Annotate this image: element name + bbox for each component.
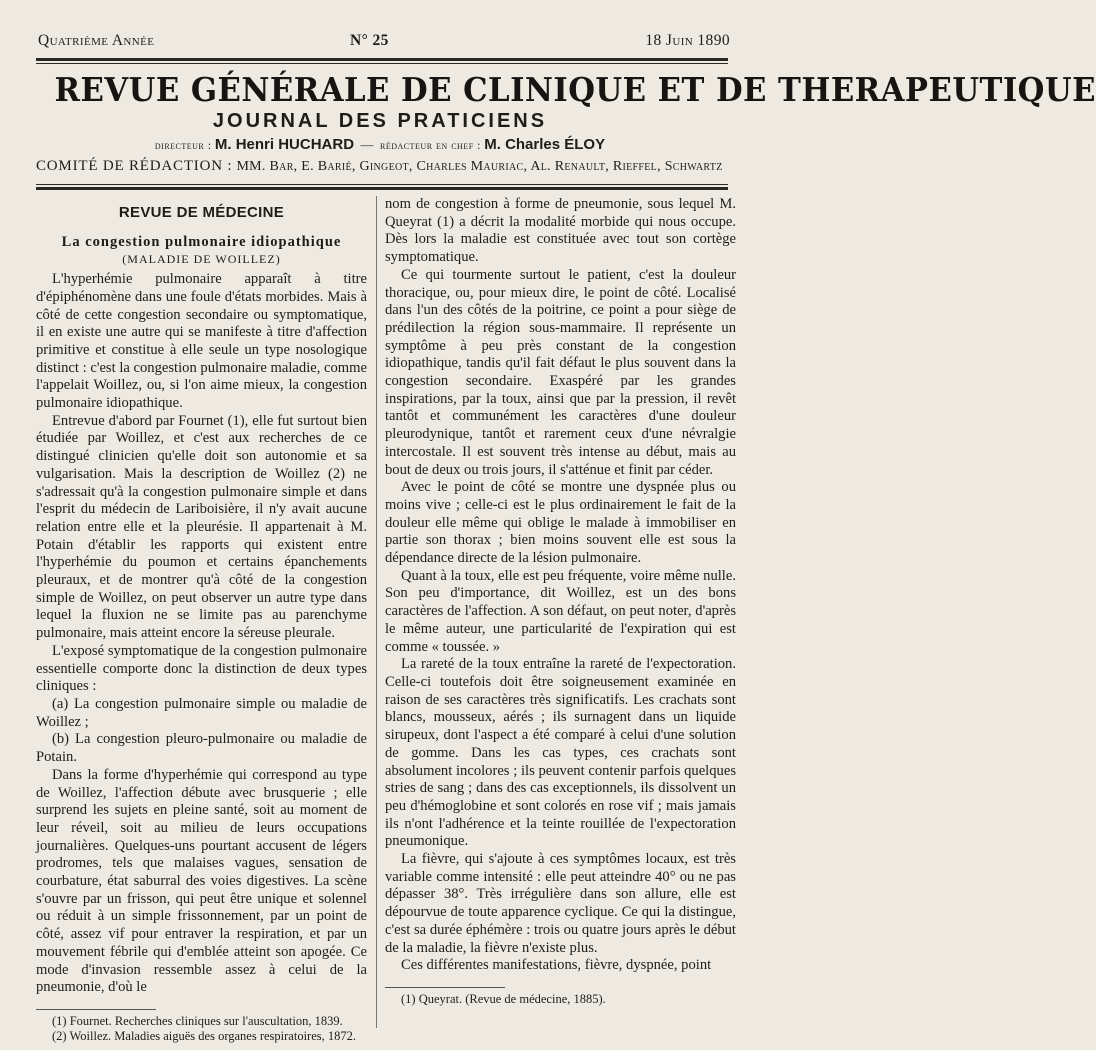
section-title: REVUE DE MÉDECINE <box>118 204 285 221</box>
paragraph: L'exposé symptomatique de la congestion pulmonaire essentielle comporte donc la distinction de deux types cliniques : <box>36 642 367 695</box>
redacteur-name: M. Charles ÉLOY <box>484 136 606 153</box>
paragraph: La fièvre, qui s'ajoute à ces symptômes locaux, est très variable comme intensité : elle peut atteindre 40° ou ne pas dépasser 38°. Très irrégulière dans son allure, elle est dépourvue de toute apparence cyclique. Ce qui la distingue, c'est sa durée éphémère : trois ou quatre jours après le début de la maladie, la fièvre n'existe plus. <box>385 851 736 956</box>
editorial-committee <box>36 158 736 175</box>
paragraph: nom de congestion à forme de pneumonie, sous lequel M. Queyrat (1) a décrit la modalité morbide qui nous occupe. Dès lors la maladie est constituée avec tout son cortège symptomatique. <box>385 196 736 266</box>
paragraph: L'hyperhémie pulmonaire apparaît à titre d'épiphénomène dans une foule d'états morbides. Mais à côté de cette congestion secondaire ou symptomatique, il en existe une autre qui se manifeste à titre d'affection primitive et constitue à elle seule un type nosologique distinct : c'est la congestion pulmonaire maladie, comme l'appelait Woillez, ou, si l'on aime mieux, la congestion pulmonaire idiopathique. <box>36 271 367 412</box>
paragraph: La rareté de la toux entraîne la rareté de l'expectoration. Celle-ci toutefois doit être soigneusement examinée en raison de ses caractères très significatifs. Les crachats sont blancs, mousseux, aérés ; ils surnagent dans un liquide sirupeux, dont l'aspect a été comparé à celui d'une solution de gomme. Dans les cas types, ces crachats sont absolument incolores ; ils peuvent contenir parfois quelques stries de sang ; dans des cas exceptionnels, ils dissolvent un peu d'hémoglobine et sont colorés en rose vif ; mais jamais ils n'ont l'adhérence et la teinte rouillée de l'expectoration pneumonique. <box>385 656 736 850</box>
footnote: (1) Fournet. Recherches cliniques sur l'auscultation, 1839. <box>52 1013 343 1028</box>
paragraph: Entrevue d'abord par Fournet (1), elle fut surtout bien étudiée par Woillez, et c'est aux recherches de ce distingué clinicien qu'elle doit son autonomie et sa vulgarisation. Mais la description de Woillez (2) ne s'adressait qu'à la congestion pulmonaire simple et dans l'esprit du médecin de Lariboisière, il n'y avait aucune relation entre elle et la pleurésie. Il appartenait à M. Potain d'établir les rapports qui existent entre l'hyperhémie du poumon et certains épanchements pleuraux, et de montrer qu'à côté de la congestion simple de Woillez, on peut observer un autre type dans lequel la fluxion ne se limite pas au parenchyme pulmonaire, mais atteint encore la séreuse pleurale. <box>36 412 367 642</box>
article-title: La congestion pulmonaire idiopathique <box>61 233 342 250</box>
issue-number: N° 25 <box>350 32 389 49</box>
paragraph: Avec le point de côté se montre une dyspnée plus ou moins vive ; celle-ci est le plus ordinairement le fait de la douleur elle même qui oblige le malade à immobiliser en partie son thorax ; bien moins souvent elle est sous la dépendance directe de la lésion pulmonaire. <box>385 479 736 567</box>
issue-date: 18 Juin 1890 <box>645 32 730 49</box>
redacteur-label: rédacteur en chef : <box>380 138 481 152</box>
paragraph: Quant à la toux, elle est peu fréquente, voire même nulle. Son peu d'importance, dit Woillez, est un des bons caractères de l'affection. A son défaut, on peut noter, d'après le même auteur, une particularité de l'expiration qui est comme « toussée. » <box>385 567 736 655</box>
footnote: (2) Woillez. Maladies aiguës des organes respiratoires, 1872. <box>52 1028 357 1043</box>
directeur-label: directeur : <box>154 138 212 152</box>
comite-label: COMITÉ DE RÉDACTION : <box>36 158 233 174</box>
comite-members: MM. Bar, E. Barié, Gingeot, Charles Mauriac, Al. Renault, Rieffel, Schwartz <box>236 159 723 174</box>
footnote: (1) Queyrat. (Revue de médecine, 1885). <box>401 991 606 1006</box>
paragraph: (b) La congestion pleuro-pulmonaire ou maladie de Potain. <box>36 731 367 766</box>
top-rule-thin <box>36 63 728 64</box>
paragraph: (a) La congestion pulmonaire simple ou maladie de Woillez ; <box>36 695 367 730</box>
right-column <box>385 196 736 1007</box>
masthead-bottom-rule-thin <box>36 184 728 185</box>
issue-line <box>38 32 730 54</box>
article-subtitle: (MALADIE DE WOILLEZ) <box>122 252 281 267</box>
footnote-rule <box>385 987 505 988</box>
footnote-rule <box>36 1009 156 1010</box>
journal-subtitle: JOURNAL DES PRATICIENS <box>212 110 548 132</box>
left-column <box>36 196 367 1044</box>
paragraph: Ce qui tourmente surtout le patient, c'est la douleur thoracique, ou, pour mieux dire, le point de côté. Localisé dans l'un des côtés de la poitrine, ce point a pour siège de prédilection la région sous-mammaire. Il représente un symptôme à peu près constant de la congestion idiopathique, tandis qu'il fait défaut le plus souvent dans la congestion secondaire. Exaspéré par les grandes inspirations, par la toux, ainsi que par la pression, il revêt tantôt et communément les caractères d'une douleur pleurodynique, tantôt et rarement ceux d'une névralgie intercostale. Il est souvent très intense au début, mais au bout de deux ou trois jours, il s'atténue et finit par céder. <box>385 266 736 478</box>
issue-year: Quatrième Année <box>38 32 155 49</box>
separator: — <box>360 137 374 152</box>
masthead-bottom-rule <box>36 187 728 190</box>
directeur-name: M. Henri HUCHARD <box>214 136 355 153</box>
journal-title: REVUE GÉNÉRALE DE CLINIQUE ET DE THERAPEUTIQUE <box>54 70 1096 109</box>
top-rule <box>36 58 728 61</box>
column-divider <box>376 196 377 1028</box>
editorial-direction <box>30 136 730 153</box>
paragraph: Ces différentes manifestations, fièvre, dyspnée, point <box>401 957 712 974</box>
paragraph: Dans la forme d'hyperhémie qui correspond au type de Woillez, l'affection débute avec brusquerie ; elle surprend les sujets en pleine santé, soit au moment de leur réveil, soit au milieu de leurs occupations journalières. Quelques-uns pourtant accusent de légers prodromes, tels que malaises vagues, sensation de courbature, état saburral des voies digestives. La scène s'ouvre par un frisson, qui peut être unique et solennel ou réduit à un simple frissonnement, par un point de côté, assez vif pour entraver la respiration, et par un mouvement fébrile qui d'emblée atteint son apogée. Ce mode d'invasion ressemble assez à celui de la pneumonie, d'où le <box>36 766 367 996</box>
